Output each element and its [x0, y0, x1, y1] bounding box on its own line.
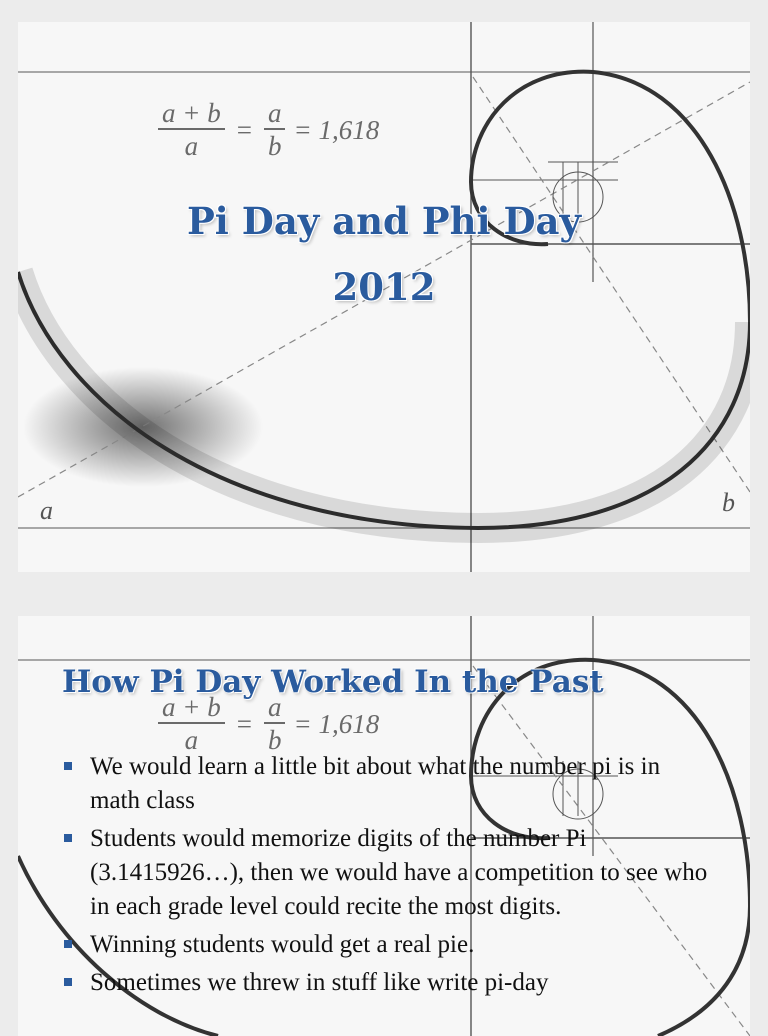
fraction-a-plus-b-over-a — [158, 98, 225, 162]
ratio-value: = 1,618 — [293, 114, 380, 145]
label-a: a — [40, 496, 53, 525]
golden-ratio-formula — [150, 98, 379, 162]
bullet-square-icon — [64, 762, 72, 770]
list-item-text: Students would memorize digits of the number Pi (3.1415926…), then we would have a competition to see who in each grade level could recite the most digits. — [90, 825, 708, 920]
bullet-square-icon — [64, 978, 72, 986]
label-b: b — [722, 488, 735, 517]
denominator: a — [184, 725, 199, 755]
list-item — [64, 966, 714, 1000]
numerator: a — [267, 98, 282, 128]
fraction-a-plus-b-over-a — [158, 692, 225, 756]
bullet-list — [64, 750, 714, 1004]
list-item — [64, 928, 714, 962]
slide-heading: How Pi Day Worked In the Past — [62, 664, 604, 700]
content-slide — [18, 616, 750, 1036]
slide-title: Pi Day and Phi Day — [186, 199, 582, 243]
list-item-text: Sometimes we threw in stuff like write pi-day — [90, 969, 549, 996]
equals-sign: = — [236, 708, 252, 739]
list-item — [64, 750, 714, 818]
numerator: a + b — [162, 692, 221, 722]
list-item-text: Winning students would get a real pie. — [90, 931, 475, 958]
golden-ratio-formula — [150, 692, 379, 756]
bullet-square-icon — [64, 940, 72, 948]
denominator: b — [267, 131, 282, 161]
equals-sign: = — [236, 114, 252, 145]
ratio-value: = 1,618 — [293, 708, 380, 739]
list-item-text: We would learn a little bit about what the number pi is in math class — [90, 753, 661, 814]
title-slide — [18, 22, 750, 572]
bullet-square-icon — [64, 834, 72, 842]
list-item — [64, 822, 714, 924]
slide-title-year: 2012 — [332, 265, 436, 309]
denominator: a — [184, 131, 199, 161]
fraction-a-over-b — [264, 692, 286, 756]
denominator: b — [267, 725, 282, 755]
numerator: a + b — [162, 98, 221, 128]
fraction-a-over-b — [264, 98, 286, 162]
numerator: a — [267, 692, 282, 722]
